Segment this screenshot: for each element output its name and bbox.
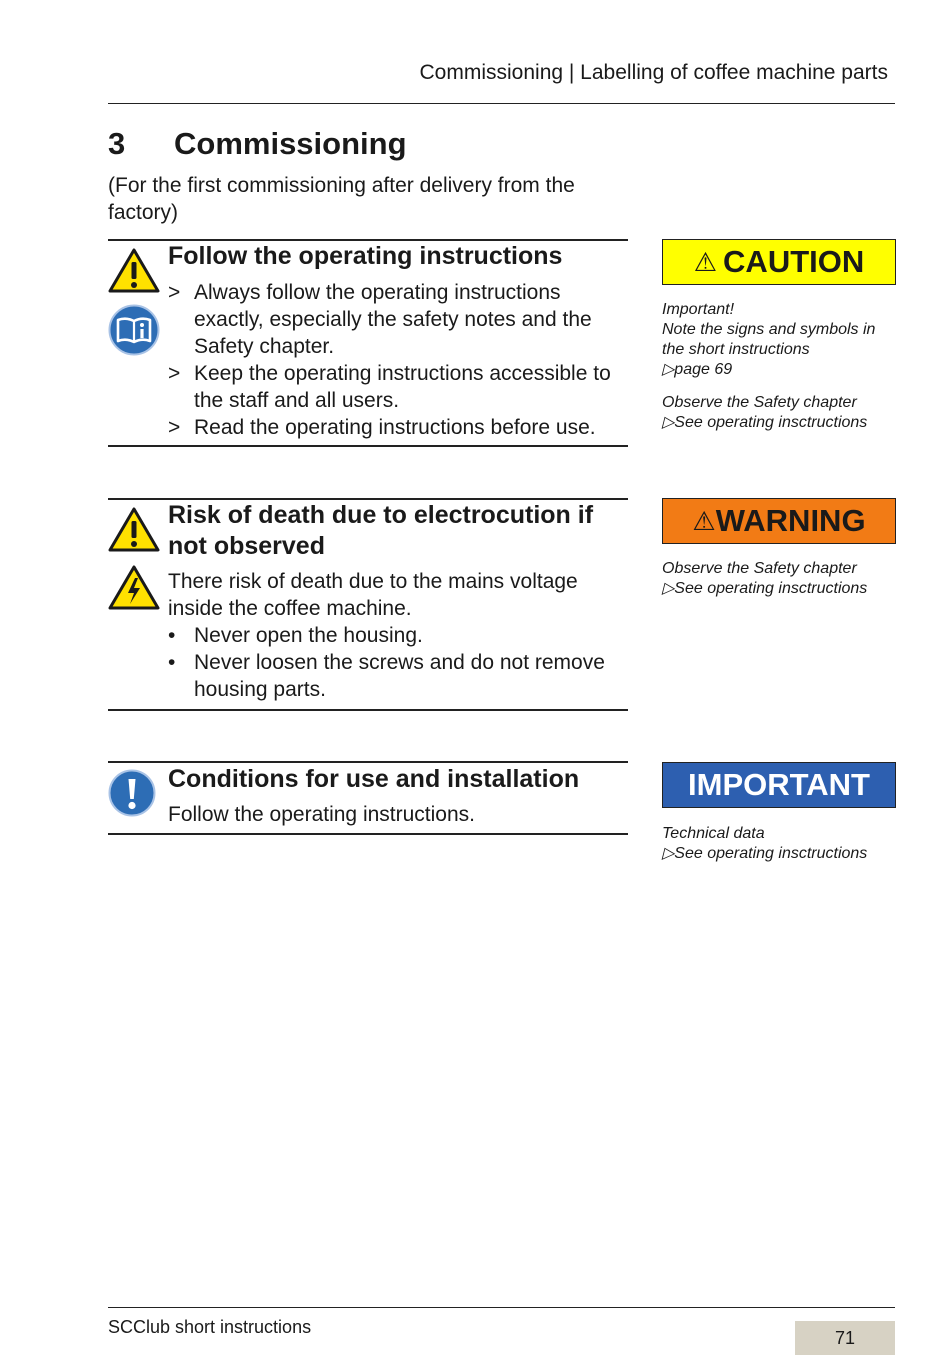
section-3-bottom-rule xyxy=(108,833,628,835)
section-3-title: Conditions for use and installation xyxy=(168,765,580,793)
chapter-title: Commissioning xyxy=(174,126,407,161)
warning-symbol-icon: ⚠ xyxy=(692,505,716,536)
list-marker: • xyxy=(168,624,176,647)
section-2-title: Risk of death due to electrocution if not observed xyxy=(168,501,594,560)
section-1-list xyxy=(168,279,628,441)
warning-label: ⚠ WARNING xyxy=(662,498,896,544)
page-number: 71 xyxy=(795,1321,895,1355)
list-item: • Never open the housing. xyxy=(168,624,423,647)
section-3-text: Follow the operating instructions. xyxy=(168,803,475,826)
section-1-bottom-rule xyxy=(108,445,628,447)
electrical-hazard-icon xyxy=(108,564,160,610)
running-header: Commissioning | Labelling of coffee machine parts xyxy=(419,61,888,84)
section-1-title: Follow the operating instructions xyxy=(168,242,563,270)
exclamation-circle-icon xyxy=(108,769,156,817)
warning-triangle-icon xyxy=(108,247,160,293)
list-marker: • xyxy=(168,651,176,674)
list-item: > Always follow the operating instructions exactly, especially the safety notes and the Safety chapter. xyxy=(168,281,592,358)
section-2-list xyxy=(168,622,628,703)
read-manual-icon xyxy=(108,304,160,356)
chapter-intro: (For the first commissioning after delivery from the factory) xyxy=(108,174,575,224)
footer-title: SCClub short instructions xyxy=(108,1317,312,1337)
list-item: > Keep the operating instructions accessible to the staff and all users. xyxy=(168,362,611,412)
section-2-text: There risk of death due to the mains voltage inside the coffee machine. xyxy=(168,570,578,620)
chapter-number: 3 xyxy=(108,126,126,161)
caution-label: ⚠ CAUTION xyxy=(662,239,896,285)
list-item: • Never loosen the screws and do not remove housing parts. xyxy=(168,651,605,701)
list-marker: > xyxy=(168,362,181,385)
list-item: > Read the operating instructions before use. xyxy=(168,416,596,439)
section-2-side-notes: Observe the Safety chapter ▷See operating insctructions xyxy=(662,560,868,597)
warning-triangle-icon xyxy=(108,506,160,552)
footer-divider xyxy=(108,1307,895,1308)
header-divider xyxy=(108,103,895,104)
section-3-side-notes: Technical data ▷See operating insctructions xyxy=(662,825,868,862)
section-3-top-rule xyxy=(108,761,628,763)
section-2-bottom-rule xyxy=(108,709,628,711)
chapter-heading xyxy=(108,126,407,162)
list-marker: > xyxy=(168,416,181,439)
list-marker: > xyxy=(168,281,181,304)
warning-symbol-icon: ⚠ xyxy=(693,246,718,277)
important-label: IMPORTANT xyxy=(662,762,896,808)
section-1-side-notes: Important! Note the signs and symbols in the short instructions ▷page 69 Observe the Safety chapter ▷See operating insctructions xyxy=(662,301,876,431)
